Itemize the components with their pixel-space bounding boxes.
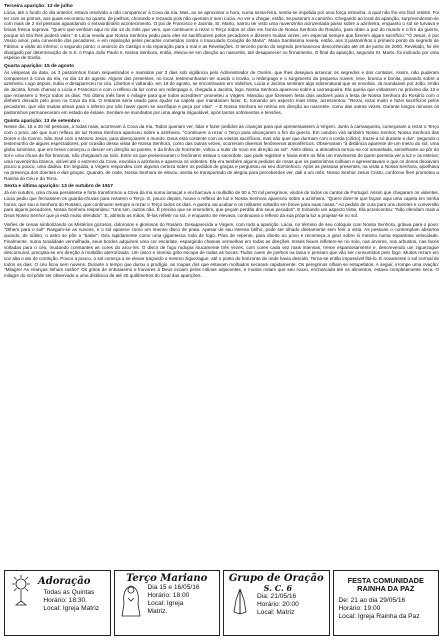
terco-body	[118, 584, 217, 618]
adoracao-days: Todas as Quintas	[43, 589, 95, 596]
event-festa-comunidade	[333, 570, 440, 636]
section-body: Nesse dia, 15 a 20 mil pessoas, a todas mais, acorreram à Cova da Iria. Todos queriam ver, falar e fazer pedidos às crianças para que apresentassem à Virgem. Junto à carrasqueira, começaram a rezar o Terço com o povo, até que num reflexo de luz Nossa Senhora apareceu sobre a azinheira. "Continuem a rezar o Terço para alcançarem o fim da guerra. Em outubro virá também Nosso Senhor, Nossa Senhora das Dores e do Carmo, São José com o Menino Jesus, para abençoarem o mundo. Deus está contente com os vossos sacrifícios, mas não quer que durmam com a corda (cilício), trazei-a só durante o dia". Segundo o testemunho de alguns espectadores, por ocasião dessa visita de Nossa Senhora, como das outras vezes, ocorreram diversos fenômenos atmosféricos. Observaram "à distância aparente de um metro do sol, uma globo luminoso, que em breve começou a descer em direção ao poente, e da linha do horizonte, voltou a subir de novo em direção ao sol". Além disso, a atmosfera tornou-se cor amarelada, semelhante ao pôr do sol e uma chuva de flor brancas, não chegavam ao solo. Entre os que presenciaram o fenômeno estava o sacerdote, que pode registrar e havia entre os fiéis um movimento de quem permitia ver a luz e os esteios; uma nuvenzinha branca, visível até o extremo da Cova, envolvia a azinheira e aparecia os videntes. Ela era também alguns pedidos de rosas que os pastorinhos colhiam e apresentavam e que os donos deixavam pouco a pouco, uma dádiva. Em seguida, a Virgem respondeu com alguma certeza sobre os pedidos de graças e perguntou ao seu dorminhoco. Após as pessoas presentes, na visita a Nossa Senhora, ajoelhava na presença dos doentes e das graças. Quando, de noite, Nossa Senhora se elevou, sentia se transportado de alegria para perceberdes ver, dali a um mês, Nosso Senhor Jesus Cristo, conforme lhes prometeu a Rainha do Céu e da Terra.	[4, 124, 439, 181]
section-title: Sexta e última aparição: 13 de outubro de 1917	[4, 184, 113, 190]
section-body: Visões de cenas simbolizando os Mistérios gozosos, dolorosos e gloriosos do Rosário. Desaparecida a Virgem, com todo a aparição. Lúcia, no término de seu colóquio com Nossa Senhora, gritava para o povo: "Olhem para o sol!" Rasgam-se as nuvens, e o sol aparece como um imenso disco de prata. Apesar de seu intenso brilho, pode ser olhado diretamente sem ferir a vista. As pessoas o contemplam absortos quando, de súbito, o astro se pôe a "bailar". Gira rapidamente como uma gigantesca roda de fogo. Pára de repente, para direito ao povo e recomeça a girar sobre si mesmo numa espantosa velocidade. Finalmente, numa tonalidade vermelhada, seus bordos adquirem uma cor escarlate, espargindo chamas vermelhas em todas as direções. Esses feixes refletem-se no solo, nas árvores, nos arbustos, nas faces voltadas para o céu, mudando constantes as cores do arco-íris. O disco de fogo rodopia loucamente três vezes, com cores cada vez mais intensas, treme espantosamente e, descrevendo um ziguezague descomunal, precipita-se em direção à multidão aterrorizada. Um único e imenso grito escapa de todas as bocas. Todos caem de joelhos na lama e pensam que vão ser consumidos pelo fogo. Muitos rezam em voz alta o ato de contrição. Pouco a pouco, o sol começa a se elevar traçando o mesmo ziguezague, até o ponto do horizonte de onde havia descido. Torna-se então impossível fitá-lo. É novamente o sol normal de todos os dias. O céu ficou sem nuvens. Durante o tempo que durou o prodígio, as roupas dos que estavam molhados secaram rapidamente. Os peregrinos olham-se estupefatos. A seguir, irrompe uma ovação: "Milagre! As crianças tinham razão!" Os gritos de entusiasmo e louvores à Deus ecoam pelos colinas adjacentes, e muitos notam que seu rouxo, encharcada até os alimentos, estava completamente seca. O milagre do sol pôde ser observado a uma distância de até 40 quilômetros do local das aparições.	[4, 221, 439, 279]
grupo-subtitle: S. C. 6	[263, 583, 293, 593]
section-title: Terceira aparição: 13 de julho	[4, 4, 73, 9]
section-fifth-apparition	[4, 119, 439, 182]
section-body: Já em outubro, uma chuva persistente e forte transformou a Cova da Iria numa lamaçal e encharcava a multidão de 50 a 70 mil peregrinos, vindos de todos os cantos de Portugal. Assim que chegaram os videntes, Lúcia pediu que fechassem os guarda-chuvas para rezarem o Terço. E, pouco depois, houve o reflexo de luz e Nossa Senhora apareceu sobre a azinheira. "Quero dizer-te que façam aqui uma capela em minha honra, que sou a Senhora do Rosário, que continuem sempre a rezar o Terço todos os dias. A guerra vai acabar e os militares voltarão em breve para suas casas." Ao pedido de cura para uns doentes e conversão para alguns pecadores, Nossa Senhora respondeu: "Uns sim, outros não. É preciso que se emendem, que peçam perdão dos seus pecados". E tomando um aspecto triste, Ela acrescentou: "Não ofendam mais a Deus Nosso Senhor que já está muito ofendido". E, abrindo as mãos, fê-las refletir no sol, e enquanto Se elevava, continuava o reflexo da sua própria luz a projetar-se no sol.	[4, 190, 439, 218]
festa-subtitle: RAINHA DA PAZ	[357, 584, 415, 593]
event-terco-mariano	[114, 570, 221, 636]
section-title: Quinta aparição: 13 de setembro	[4, 118, 80, 124]
terco-dates: Dia 15 e 16/05/16	[147, 584, 200, 591]
events-footer	[4, 570, 439, 636]
apparitions-text	[4, 4, 439, 560]
section-body: Lúcia, até o fundo do dia anterior, estava resolvida a não comparecer à Cova da Iria. Mas, ao se aproximar a hora, numa sexta-feira, sentiu-se impelida por uma força estranha, à qual não lhe era fácil resistir. Foi ter com os primos, aos quais encontrou no quarto, de joelhos, chorando e rezando pois não queriam ir sem Lúcia. Ao ver a chegar, então, se puseram a caminho. Chegando ao local da aparição, surpreenderam-se com mais de 2 mil pessoas aguardando o extraordinário acontecimento. O pai de Francisco e Jacinta, Sr. Marto, narrou ter visto uma nuvenzinha acinzentada pairar sobre a azinheira, enquanto o sol se turvava e brisas fresca soprava. "Quero que venham aqui no dia 13 do mês que vem, que continuem a rezar o Terço todos os dias em honra de Nossa Senhora do Rosário, para obter a paz do mundo e o fim da guerra, porque só Ela lhes poderá valer." E Lúcia revela que Nossa Senhora pediu para eles se sacrificarem pelos pecadores e dizerem muitas vezes, em especial sempre que fizerem algum sacrifício: "Ó Jesus, é por Vosso amor, pela conversão dos pecadores, e em reparação pelos pecados cometidos contra o Imaculado Coração de Maria". Maria Santíssima revela, então, aos 3 pastorinhos o primeiro ponto do segredo de Fátima: a visão do inferno; o segundo ponto: o anúncio do Castigo e da reparação para o mal e as Revelações. O terceiro ponto do segredo permaneceu desconhecido até 26 de junho de 2000. Revelado, foi ele divulgado por determinação de S.S. o Papa João Paulo II. Nossa Senhora, então, elevou-se em direção ao nascente, até desaparecer no firmamento. O final da aparição, segundo Sr. Marto, foi indicado por uma espécie de trovão.	[4, 9, 439, 61]
mary-icon	[118, 584, 144, 618]
event-adoracao	[4, 570, 111, 636]
adoracao-details	[15, 589, 99, 613]
section-miracle-of-sun	[4, 222, 439, 279]
adoracao-place: Local: Igreja Matriz	[43, 605, 100, 612]
festa-time: Horário: 19:00	[338, 605, 381, 612]
festa-title: FESTA COMUNIDADE	[347, 576, 424, 585]
festa-place: Local: Igreja Rainha da Paz	[338, 613, 420, 620]
grupo-body	[227, 584, 326, 618]
praying-hands-icon	[227, 584, 253, 618]
adoracao-title: Adoração	[38, 576, 91, 587]
adoracao-time: Horário: 18:30.	[43, 597, 88, 604]
section-third-apparition	[4, 4, 439, 61]
grupo-time: Horário: 20:00	[257, 601, 299, 608]
bulletin-page	[4, 4, 439, 636]
section-fourth-apparition	[4, 64, 439, 115]
terco-place-2: Matriz.	[147, 608, 168, 615]
grupo-place: Local: Matriz	[257, 609, 295, 616]
section-sixth-apparition	[4, 184, 439, 218]
terco-place: Local: Igreja	[147, 600, 184, 607]
section-body: Às vésperas da data, os 3 pastorinhos foram sequestrados e mantidos por 3 dias sob vigilância pelo Administrador de Ourém, que lhes desejava arrancar os segredos e dos contatos. Assim, não puderam comparecer à Cova da Iria, no dia 13 de agosto. Alguns dos presentes, no local, testemunharam ter ouvido o trovão, o relâmpago e o surgimento da pequena nuvem, leve, branca e bonita, pairando sobre a azinheira. Logo depois, subiu e desapareceu no céu. Libertos e voltando, em 19 de agosto, se encontravam em Valinhos, Lúcia e Jacinta sentiram algo sobrenatural que os envolvia. Já mandaram por João, irmão de Jacinta, foram chamar a Lúcia e Francisco e com o reflexo da luz como um relâmpago e, chegada a Jacinta, logo, Nossa Senhora apareceu sobre a carrasqueira. Ela queria que voltassem no próximo dia 13 e que rezassem o Terço todos os dias. "No último mês farei o milagre para que todos acreditem" prometeu a Virgem. Mandou que fizessem festa dois andores para a festa de Nossa Senhora do Rosário com o dinheiro deixado pelo povo na Cova da Iria. O restante seria usado para ajudar na capela que mandariam fazer. E, tomando um aspecto mais triste, acrescentou: "Rezai, rezai muito e fazei sacrifícios pelos pecadores, que vão muitas almas para o inferno por não haver quem se sacrifique e peça por elas". – E Nossa Senhora se retirou em direção ao nascente, como das outras vezes. Durante longos minutos os pastorinhos permaneceram em estado de êxtase. Sentiam-se inundados por uma alegria inigualável, após tantos sofrimentos e tensões.	[4, 69, 439, 115]
terco-details	[148, 584, 200, 616]
grupo-date: Dia: 21/05/16	[257, 593, 297, 600]
terco-title: Terço Mariano	[126, 573, 208, 584]
festa-dates: De: 21 ao dia 29/05/16	[338, 597, 406, 604]
grupo-title: Grupo de Oração	[228, 573, 324, 584]
event-grupo-oracao	[223, 570, 330, 636]
terco-time: Horário: 18:00	[147, 592, 190, 599]
grupo-details	[257, 584, 299, 617]
section-title: Quarta aparição: 15 de agosto	[4, 64, 75, 70]
